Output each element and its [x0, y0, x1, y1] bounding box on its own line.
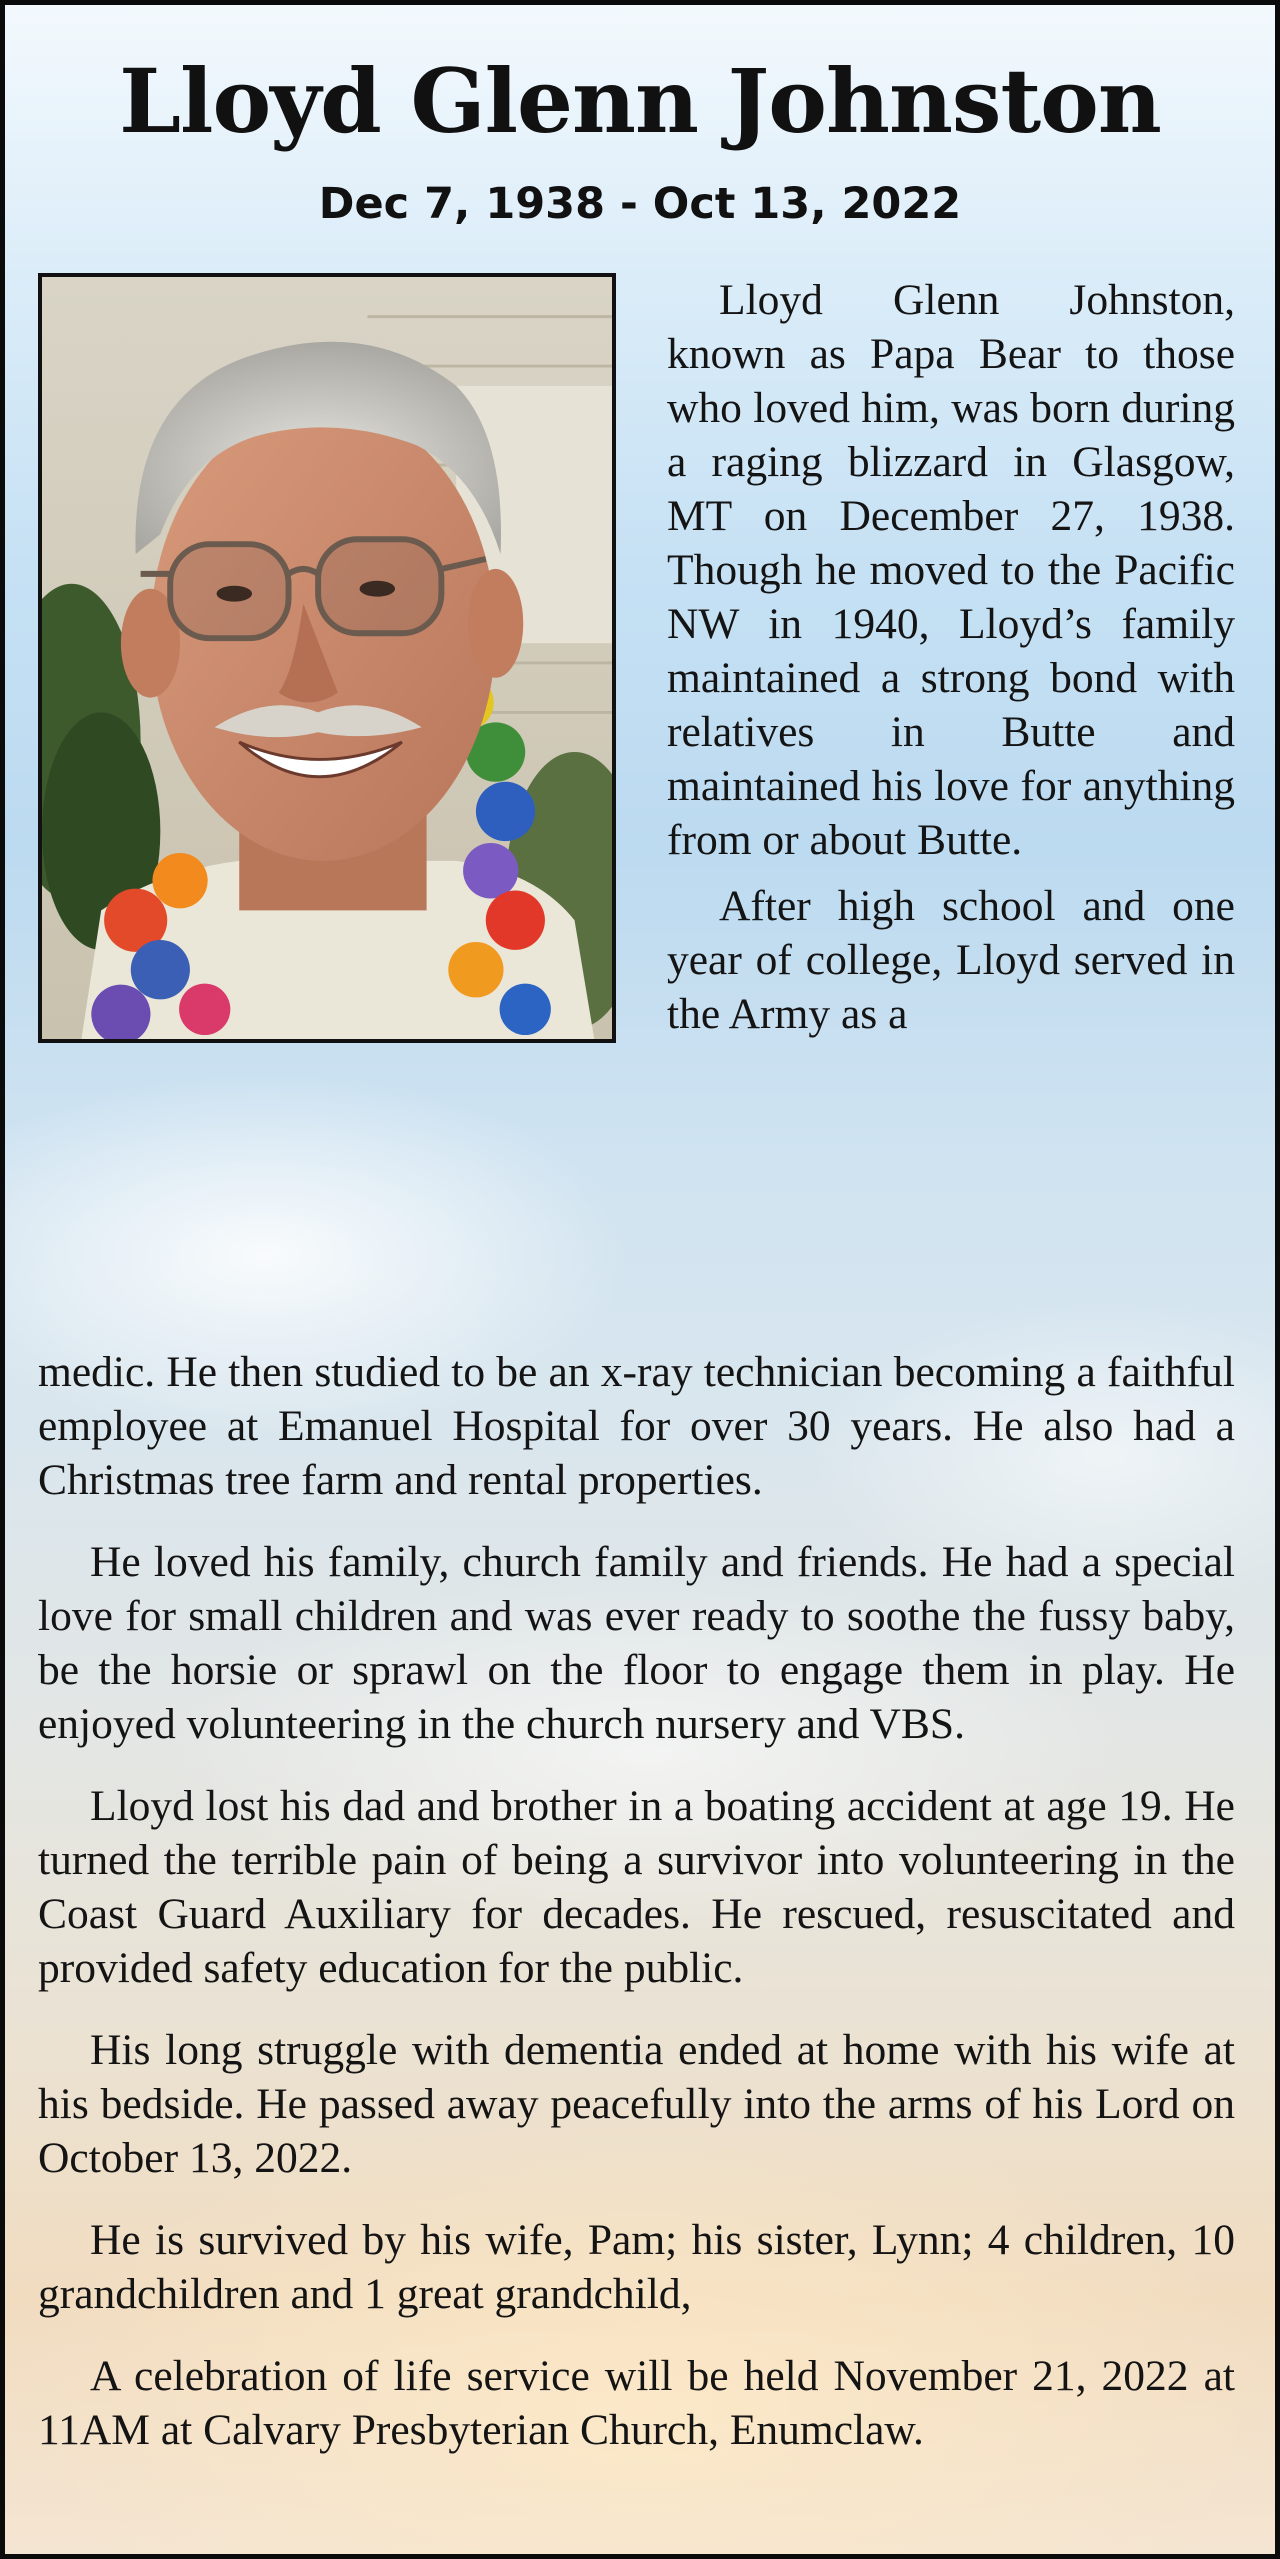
obituary-side-column [667, 273, 1235, 1041]
portrait-photo [38, 273, 616, 1043]
paragraph-army-continued: medic. He then studied to be an x-ray technician becoming a faithful employee at Emanuel Hospital for over 30 years. He also had a Christmas tree farm and rental properties. [38, 1348, 1235, 1504]
paragraph-survivors: He is survived by his wife, Pam; his sister, Lynn; 4 children, 10 grandchildren and 1 great grandchild, [38, 2216, 1235, 2318]
paragraph-coast-guard: Lloyd lost his dad and brother in a boating accident at age 19. He turned the terrible pain of being a survivor into volunteering in the Coast Guard Auxiliary for decades. He rescued, resuscitated and provided safety education for the public. [38, 1782, 1235, 1992]
paragraph-intro: Lloyd Glenn Johnston, known as Papa Bear to those who loved him, was born during a raging blizzard in Glasgow, MT on December 27, 1938. Though he moved to the Pacific NW in 1940, Lloyd’s family maintained a strong bond with relatives in Butte and maintained his love for anything from or about Butte. [667, 276, 1235, 864]
paragraph-service: A celebration of life service will be held November 21, 2022 at 11AM at Calvary Presbyterian Church, Enumclaw. [38, 2352, 1235, 2454]
obituary-full-column [38, 1345, 1235, 2457]
portrait-photo-icon [42, 277, 612, 1039]
deceased-name: Lloyd Glenn Johnston [119, 49, 1161, 153]
life-dates: Dec 7, 1938 - Oct 13, 2022 [318, 179, 962, 229]
paragraph-passing: His long struggle with dementia ended at home with his wife at his bedside. He passed away peacefully into the arms of his Lord on October 13, 2022. [38, 2026, 1235, 2182]
paragraph-family: He loved his family, church family and friends. He had a special love for small children and was ever ready to soothe the fussy baby, be the horsie or sprawl on the floor to engage them in play. He enjoyed volunteering in the church nursery and VBS. [38, 1538, 1235, 1748]
paragraph-army-start: After high school and one year of college, Lloyd served in the Army as a [667, 882, 1235, 1038]
